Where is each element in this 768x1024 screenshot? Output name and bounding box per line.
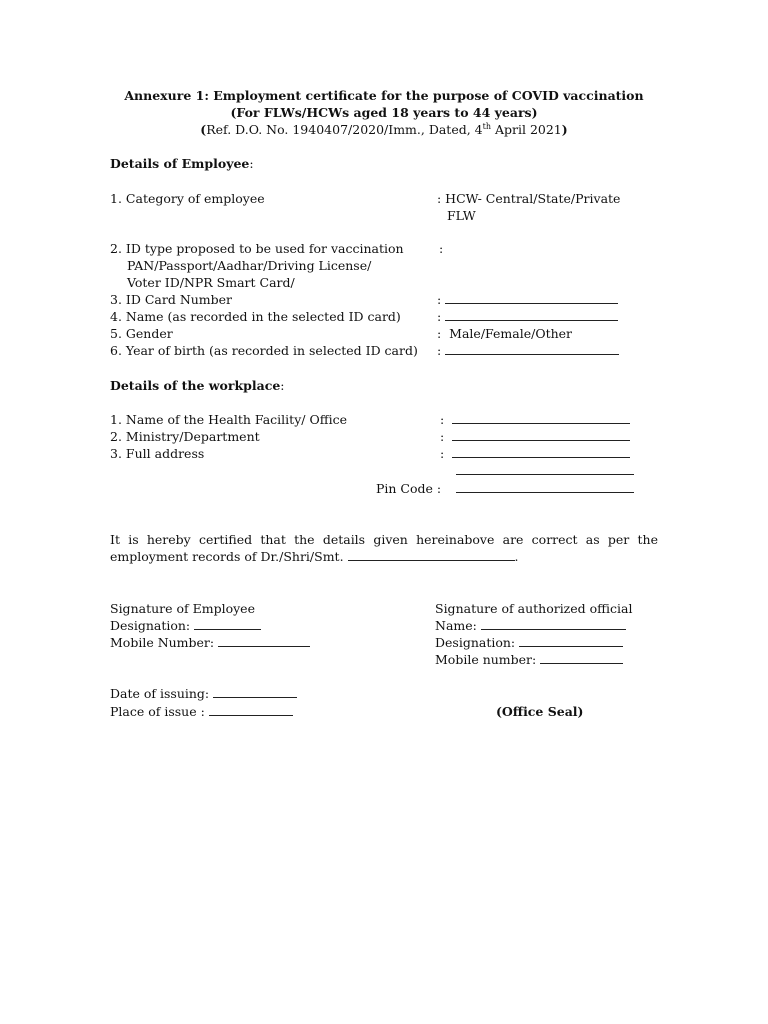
document-subtitle: (For FLWs/HCWs aged 18 years to 44 years) bbox=[230, 105, 538, 120]
official-name-field[interactable]: Name: bbox=[435, 617, 626, 634]
employee-name-blank[interactable] bbox=[348, 548, 515, 561]
employee-category-value: : HCW- Central/State/Private bbox=[437, 191, 621, 206]
workplace-item-3: 3. Full address bbox=[110, 446, 205, 461]
id-type-options-2: Voter ID/NPR Smart Card/ bbox=[127, 275, 295, 290]
place-of-issue-field[interactable]: Place of issue : bbox=[110, 703, 293, 720]
office-seal-label: (Office Seal) bbox=[496, 704, 584, 719]
employee-section-heading: Details of Employee: bbox=[110, 156, 254, 171]
employee-signature-label: Signature of Employee bbox=[110, 601, 255, 616]
employee-item-6: 6. Year of birth (as recorded in selected ID card) bbox=[110, 343, 418, 358]
workplace-section-heading: Details of the workplace: bbox=[110, 378, 285, 393]
employee-mobile-field[interactable]: Mobile Number: bbox=[110, 634, 310, 651]
reference-line: (Ref. D.O. No. 1940407/2020/Imm., Dated, 4th April 2021) bbox=[200, 121, 568, 137]
id-type-options-1: PAN/Passport/Aadhar/Driving License/ bbox=[127, 258, 372, 273]
official-signature-label: Signature of authorized official bbox=[435, 601, 633, 616]
official-designation-field[interactable]: Designation: bbox=[435, 634, 623, 651]
ministry-field[interactable]: : bbox=[440, 428, 630, 445]
employee-item-4: 4. Name (as recorded in the selected ID card) bbox=[110, 309, 401, 324]
official-mobile-field[interactable]: Mobile number: bbox=[435, 651, 623, 668]
full-address-field[interactable]: : bbox=[440, 445, 630, 462]
employee-designation-field[interactable]: Designation: bbox=[110, 617, 261, 634]
certification-text-line-2: employment records of Dr./Shri/Smt. . bbox=[110, 549, 519, 564]
employee-name-field[interactable]: : bbox=[437, 308, 618, 325]
date-of-issuing-field[interactable]: Date of issuing: bbox=[110, 685, 297, 702]
employee-item-2: 2. ID type proposed to be used for vaccination bbox=[110, 241, 404, 256]
id-type-colon: : bbox=[439, 241, 444, 256]
full-address-field-line-2[interactable] bbox=[456, 462, 634, 479]
pin-code-label: Pin Code : bbox=[376, 481, 442, 496]
employee-category-value-flw: FLW bbox=[447, 208, 476, 223]
workplace-item-2: 2. Ministry/Department bbox=[110, 429, 260, 444]
id-card-number-field[interactable]: : bbox=[437, 291, 618, 308]
health-facility-field[interactable]: : bbox=[440, 411, 630, 428]
certification-text-line-1: It is hereby certified that the details given hereinabove are correct as per the bbox=[110, 532, 658, 547]
workplace-item-1: 1. Name of the Health Facility/ Office bbox=[110, 412, 347, 427]
pin-code-field[interactable] bbox=[456, 480, 634, 497]
employee-item-3: 3. ID Card Number bbox=[110, 292, 233, 307]
employee-item-5: 5. Gender bbox=[110, 326, 173, 341]
gender-field[interactable]: : Male/Female/Other bbox=[437, 326, 573, 341]
year-of-birth-field[interactable]: : bbox=[437, 342, 619, 359]
employee-item-1: 1. Category of employee bbox=[110, 191, 265, 206]
document-title: Annexure 1: Employment certificate for the purpose of COVID vaccination bbox=[124, 88, 644, 103]
